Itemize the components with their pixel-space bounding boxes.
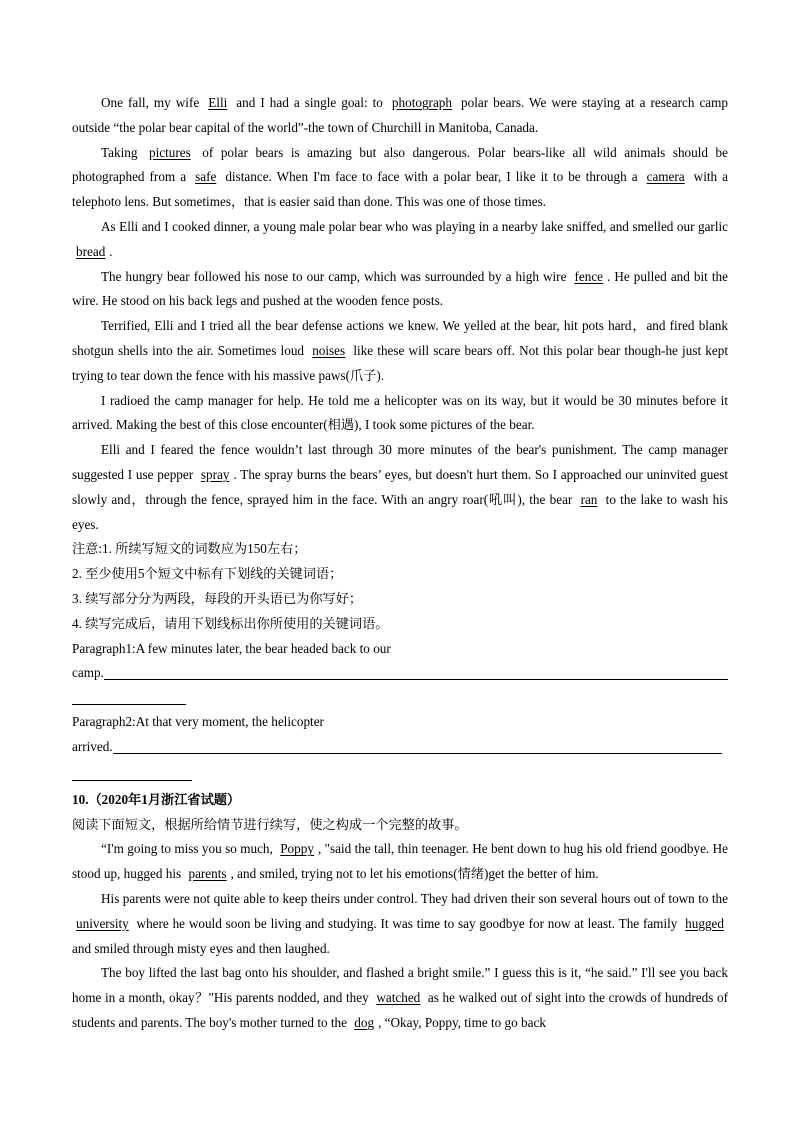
text-run: “I'm going to miss you so much,: [101, 841, 277, 857]
story-paragraph: [72, 314, 728, 388]
paragraph1-answer-line-short[interactable]: [72, 686, 728, 710]
keyword-underlined: safe: [195, 169, 217, 185]
answer-line: [72, 704, 186, 705]
story2: [72, 837, 728, 1035]
paragraph1-prompt-end: camp.: [72, 665, 104, 681]
text-run: I radioed the camp manager for help. He told me a helicopter was on its way, but it would be 30 minutes before it arrived. Making the best of this close encounter(相遇), I took some pictures of the bear.: [72, 392, 728, 433]
keyword-underlined: noises: [312, 342, 346, 358]
story-paragraph: [72, 837, 728, 887]
keyword-underlined: watched: [376, 990, 421, 1006]
note-4: 4. 续写完成后，请用下划线标出你所使用的关键词语。: [72, 615, 389, 631]
section-heading: 10.（2020年1月浙江省试题）: [72, 791, 241, 807]
text-run: Taking: [101, 144, 145, 160]
story-paragraph: [72, 961, 728, 1035]
text-run: and smiled through misty eyes and then laughed.: [72, 940, 330, 956]
text-run: , "said the tall, thin teenager. He bent down to hug his old friend goodbye. He stood up, hugged his: [72, 841, 728, 882]
text-run: as he walked out of sight into the crowds of hundreds of students and parents. The boy's mother turned to the: [72, 990, 728, 1030]
keyword-underlined: photograph: [391, 95, 452, 110]
keyword-underlined: bread: [76, 243, 106, 259]
keyword-underlined: Poppy: [280, 841, 314, 857]
keyword-underlined: parents: [188, 866, 227, 882]
story-paragraph: [72, 215, 728, 265]
text-run: distance. When I'm face to face with a polar bear, I like it to be through a: [220, 169, 643, 185]
note-2: 2. 至少使用5个短文中标有下划线的关键词语；: [72, 566, 343, 582]
text-run: , “Okay, Poppy, time to go back: [378, 1014, 546, 1030]
story-paragraph: [72, 389, 728, 439]
story-paragraph: [72, 265, 728, 315]
story-paragraph: [72, 91, 728, 141]
keyword-underlined: dog: [354, 1014, 375, 1030]
paragraph2-prompt: Paragraph2:At that very moment, the helicopter: [72, 714, 324, 730]
keyword-underlined: spray: [200, 466, 230, 482]
keyword-underlined: Elli: [208, 95, 228, 110]
story-paragraph: [72, 438, 728, 537]
answer-line: [113, 753, 722, 754]
text-run: with a telephoto lens. But sometimes，that is easier said than done. This was one of those times.: [72, 169, 728, 210]
keyword-underlined: ran: [580, 491, 598, 507]
paragraph1-answer-line[interactable]: [72, 661, 728, 686]
text-run: and I had a single goal: to: [231, 95, 388, 110]
text-run: where he would soon be living and studying. It was time to say goodbye for now at least. The family: [132, 915, 682, 931]
text-run: As Elli and I cooked dinner, a young male polar bear who was playing in a nearby lake sniffed, and smelled our garlic: [101, 218, 728, 234]
note-3: 3. 续写部分分为两段，每段的开头语已为你写好；: [72, 590, 363, 606]
exam-page: [72, 91, 728, 1036]
keyword-underlined: hugged: [685, 915, 724, 931]
story1: [72, 91, 728, 537]
text-run: . The spray burns the bears’ eyes, but doesn't hurt them. So I approached our uninvited guest slowly and，through the fence, sprayed him in the face. With an angry roar(吼叫), the bear: [72, 466, 728, 507]
keyword-underlined: fence: [574, 268, 604, 284]
answer-line: [104, 679, 728, 680]
text-run: , and smiled, trying not to let his emotions(情绪)get the better of him.: [230, 866, 599, 882]
keyword-underlined: pictures: [148, 144, 191, 160]
text-run: of polar bears is amazing but also dangerous. Polar bears-like all wild animals should be photographed from a: [72, 144, 728, 185]
text-run: One fall, my wife: [101, 95, 205, 110]
keyword-underlined: camera: [646, 169, 685, 185]
instructions-notes: [72, 537, 728, 636]
text-run: Elli and I feared the fence wouldn’t last through 30 more minutes of the bear's punishment. The camp manager suggested I use pepper: [72, 442, 728, 482]
section-instruction: 阅读下面短文，根据所给情节进行续写，使之构成一个完整的故事。: [72, 816, 468, 832]
text-run: .: [109, 243, 113, 259]
text-run: His parents were not quite able to keep theirs under control. They had driven their son several hours out of town to the: [101, 890, 728, 906]
text-run: The hungry bear followed his nose to our camp, which was surrounded by a high wire: [101, 268, 571, 284]
paragraph2-answer-line[interactable]: [72, 735, 728, 760]
text-run: . He pulled and bit the wire. He stood on his back legs and pushed at the wooden fence posts.: [72, 268, 728, 309]
story-paragraph: [72, 887, 728, 961]
text-run: Terrified, Elli and I tried all the bear defense actions we knew. We yelled at the bear, hit pots hard，and fired blank shotgun shells into the air. Sometimes loud: [72, 318, 728, 358]
note-1: 注意:1. 所续写短文的词数应为150左右；: [72, 541, 307, 557]
paragraph1-prompt: Paragraph1:A few minutes later, the bear headed back to our: [72, 640, 391, 656]
text-run: like these will scare bears off. Not this polar bear though-he just kept trying to tear down the fence with his massive paws(爪子).: [72, 342, 728, 383]
answer-line: [72, 780, 192, 781]
text-run: polar bears. We were staying at a research camp outside “the polar bear capital of the world”-the town of Churchill in Manitoba, Canada.: [72, 95, 728, 135]
story-paragraph: [72, 141, 728, 215]
text-run: to the lake to wash his eyes.: [72, 491, 728, 532]
keyword-underlined: university: [76, 915, 129, 931]
text-run: The boy lifted the last bag onto his shoulder, and flashed a bright smile.” I guess this is it, “he said.” I'll see you back home in a month, okay？"His parents nodded, and they: [72, 965, 728, 1006]
paragraph2-prompt-end: arrived.: [72, 738, 113, 754]
paragraph2-answer-line-short[interactable]: [72, 760, 728, 786]
